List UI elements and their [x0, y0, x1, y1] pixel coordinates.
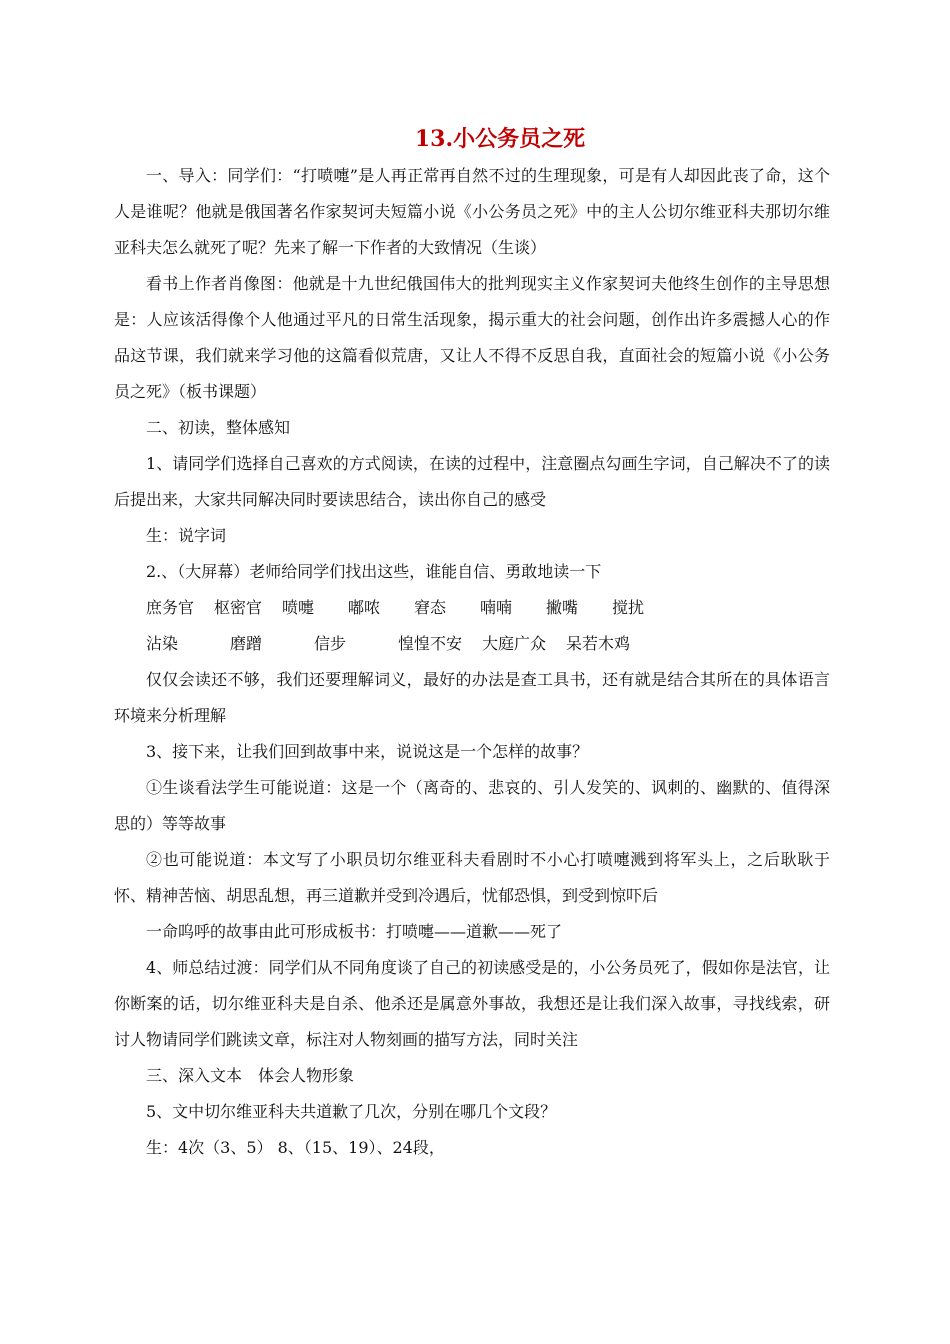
vocab-term: 庶务官 — [146, 598, 195, 617]
section-heading-first-reading: 二、初读，整体感知 — [146, 418, 291, 437]
vocab-term: 撇嘴 — [546, 598, 579, 617]
paragraph-reading-instructions: 1、请同学们选择自己喜欢的方式阅读，在读的过程中，注意圈点勾画生字词，自己解决不了的读后提出来，大家共同解决同时要读思结合，读出你自己的感受 — [114, 454, 830, 509]
vocab-term: 嘟哝 — [348, 598, 381, 617]
vocab-term: 喃喃 — [480, 598, 513, 617]
paragraph-answer-1: ①生谈看法学生可能说道：这是一个（离奇的、悲哀的、引人发笑的、讽刺的、幽默的、值得深思的）等等故事 — [114, 778, 830, 833]
paragraph-student-answer: 生：4次（3、5） 8、（15、19）、24段， — [146, 1138, 445, 1157]
vocabulary-row-2 — [114, 626, 830, 662]
vocab-term: 惶惶不安 — [398, 634, 463, 653]
vocab-term: 呆若木鸡 — [566, 634, 631, 653]
paragraph-question-story: 3、接下来，让我们回到故事中来，说说这是一个怎样的故事？ — [146, 742, 589, 761]
document-body — [114, 158, 830, 1166]
paragraph-answer-2: ②也可能说道：本文写了小职员切尔维亚科夫看剧时不小心打喷嚏溅到将军头上，之后耿耿于怀、精神苦恼、胡思乱想，再三道歉并受到冷遇后，忧郁恐惧，到受到惊吓后 — [114, 850, 830, 905]
vocab-term: 信步 — [314, 634, 347, 653]
paragraph-meaning: 仅仅会读还不够，我们还要理解词义，最好的办法是查工具书，还有就是结合其所在的具体语言环境来分析理解 — [114, 670, 830, 725]
paragraph-screen-words: 2.、（大屏幕）老师给同学们找出这些，谁能自信、勇敢地读一下 — [146, 562, 602, 581]
paragraph-board-summary: 一命呜呼的故事由此可形成板书：打喷嚏——道歉——死了 — [146, 922, 563, 941]
section-heading-deep-reading: 三、深入文本 体会人物形象 — [146, 1066, 355, 1085]
vocab-term: 喷嚏 — [282, 598, 315, 617]
vocab-term: 大庭广众 — [482, 634, 547, 653]
paragraph-intro: 一、导入：同学们：“打喷嚏”是人再正常再自然不过的生理现象，可是有人却因此丧了命，这个人是谁呢？他就是俄国著名作家契诃夫短篇小说《小公务员之死》中的主人公切尔维亚科夫那切尔维亚科夫怎么就死了呢？先来了解一下作者的大致情况（生谈） — [114, 166, 830, 257]
vocab-term: 窘态 — [414, 598, 447, 617]
document-title: 13.小公务员之死 — [414, 126, 586, 152]
vocab-term: 枢密官 — [214, 598, 263, 617]
vocab-term: 磨蹭 — [230, 634, 263, 653]
vocabulary-row-1 — [114, 590, 830, 626]
paragraph-student-words: 生：说字词 — [146, 526, 227, 545]
paragraph-question-apologies: 5、文中切尔维亚科夫共道歉了几次，分别在哪几个文段？ — [146, 1102, 557, 1121]
vocab-term: 沾染 — [146, 634, 179, 653]
paragraph-transition: 4、师总结过渡：同学们从不同角度谈了自己的初读感受是的，小公务员死了，假如你是法官，让你断案的话，切尔维亚科夫是自杀、他杀还是属意外事故，我想还是让我们深入故事，寻找线索，研讨人物请同学们跳读文章，标注对人物刻画的描写方法，同时关注 — [114, 958, 830, 1049]
vocab-term: 搅扰 — [612, 598, 645, 617]
paragraph-author: 看书上作者肖像图：他就是十九世纪俄国伟大的批判现实主义作家契诃夫他终生创作的主导思想是：人应该活得像个人他通过平凡的日常生活现象，揭示重大的社会问题，创作出许多震撼人心的作品这节课，我们就来学习他的这篇看似荒唐，又让人不得不反思自我，直面社会的短篇小说《小公务员之死》（板书课题） — [114, 274, 830, 401]
